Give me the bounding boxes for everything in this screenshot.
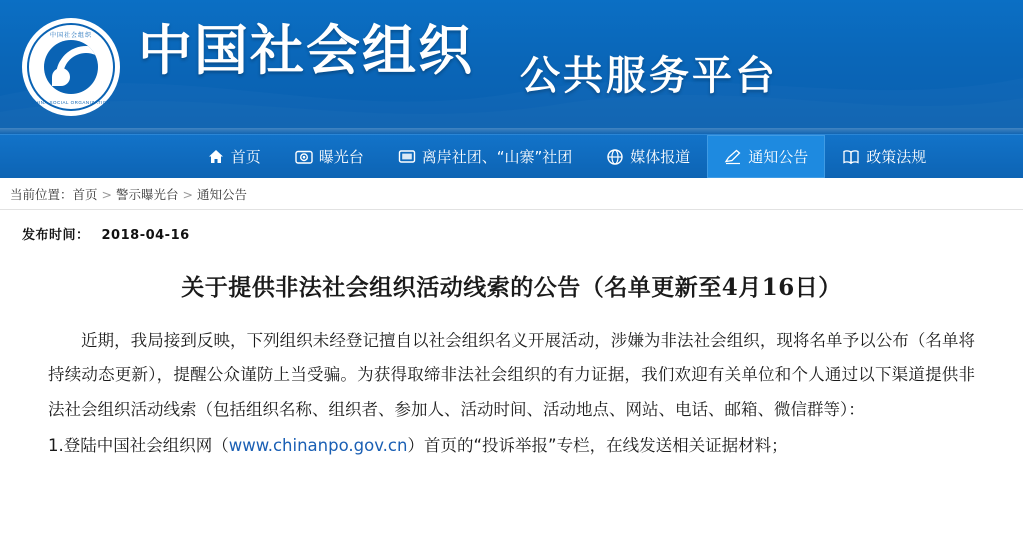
nav-item-label: 媒体报道 xyxy=(630,148,691,166)
nav-item-offshore-associations[interactable] xyxy=(381,135,590,178)
breadcrumb-prefix: 当前位置： xyxy=(10,186,73,202)
list-item-text-after: ）首页的“投诉举报”专栏，在线发送相关证据材料； xyxy=(407,435,788,455)
site-header xyxy=(0,0,1023,134)
logo-ring-text-bottom: CHINA SOCIAL ORGANIZATION xyxy=(31,100,111,105)
site-title-sub: 公共服务平台 xyxy=(520,53,778,99)
nav-item-label: 首页 xyxy=(230,148,261,166)
breadcrumb-bar xyxy=(0,178,1023,210)
nav-item-policy-regulations[interactable] xyxy=(825,135,943,178)
breadcrumb-item-home[interactable]: 首页 xyxy=(72,186,98,202)
monitor-icon xyxy=(398,148,416,166)
publish-time-label: 发布时间： xyxy=(22,228,90,243)
nav-item-media-reports[interactable] xyxy=(589,135,707,178)
nav-item-label: 曝光台 xyxy=(318,148,364,166)
globe-icon xyxy=(606,148,624,166)
article-title: 关于提供非法社会组织活动线索的公告（名单更新至4月16日） xyxy=(181,274,842,301)
breadcrumb-item-announcements[interactable]: 通知公告 xyxy=(197,186,248,202)
main-navigation xyxy=(0,134,1023,178)
list-item-text-before: 1.登陆中国社会组织网（ xyxy=(48,435,229,455)
article-body xyxy=(18,312,1005,463)
nav-item-label: 通知公告 xyxy=(748,148,809,166)
nav-item-label: 政策法规 xyxy=(866,148,927,166)
chinanpo-website-link[interactable]: www.chinanpo.gov.cn xyxy=(228,435,408,455)
breadcrumb-separator: > xyxy=(101,186,113,202)
camera-icon xyxy=(295,148,313,166)
publish-time-value: 2018-04-16 xyxy=(101,228,190,243)
home-icon xyxy=(207,148,225,166)
site-title-main: 中国社会组织 xyxy=(138,19,474,82)
site-logo[interactable] xyxy=(22,18,120,116)
publish-time xyxy=(22,224,1005,243)
nav-item-label: 离岸社团、“山寨”社团 xyxy=(421,148,573,166)
nav-item-exposure[interactable] xyxy=(278,135,381,178)
breadcrumb-item-warning-exposure[interactable]: 警示曝光台 xyxy=(116,186,179,202)
article-paragraph: 近期，我局接到反映，下列组织未经登记擅自以社会组织名义开展活动，涉嫌为非法社会组织，现将名单予以公布（名单将持续动态更新），提醒公众谨防上当受骗。为获得取缔非法社会组织的有力证据，我们欢迎有关单位和个人通过以下渠道提供非法社会组织活动线索（包括组织名称、组织者、参加人、活动时间、活动地点、网站、电话、邮箱、微信群等）： xyxy=(48,331,975,419)
nav-item-home[interactable] xyxy=(190,135,278,178)
article-list-item-1 xyxy=(48,429,975,463)
logo-core-icon xyxy=(44,40,98,94)
article-container xyxy=(0,210,1023,463)
announce-icon xyxy=(724,148,742,166)
breadcrumb xyxy=(10,185,247,203)
book-icon xyxy=(842,148,860,166)
breadcrumb-separator: > xyxy=(182,186,194,202)
nav-item-announcements[interactable] xyxy=(707,135,825,178)
logo-ring-text-top: 中国社会组织 xyxy=(49,33,92,39)
logo-emblem-icon xyxy=(27,23,115,111)
